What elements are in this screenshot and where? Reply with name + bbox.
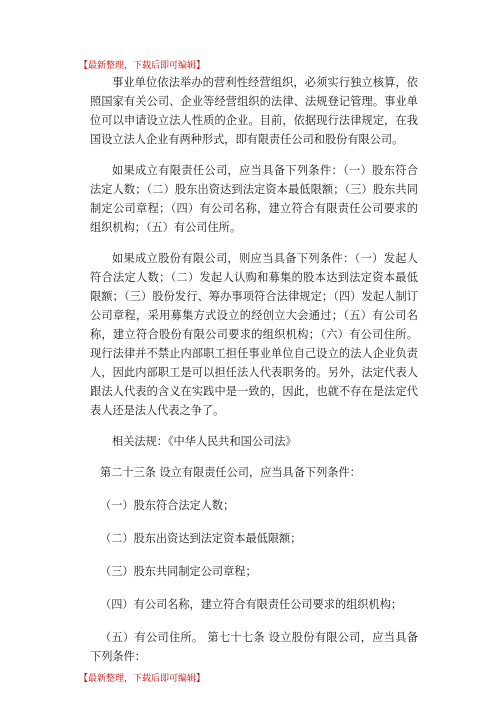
paragraph-limited-company: 如果成立有限责任公司，应当具备下列条件：（一）股东符合法定人数；（二）股东出资达到法定资本最低限额；（三）股东共同制定公司章程；（四）有公司名称，建立符合有限责任公司要求的组织机构；（五）有公司住所。 — [90, 164, 418, 234]
footer-note: 【最新整理，下载后即可编辑】 — [79, 674, 206, 684]
article-item: （五）有公司住所。 第七十七条 设立股份有限公司，应当具备下列条件： — [90, 631, 418, 663]
related-law-line: 相关法规：《中华人民共和国公司法》 — [112, 435, 297, 448]
paragraph-joint-stock-company: 如果成立股份有限公司，则应当具备下列条件：（一）发起人符合法定人数；（二）发起人认购和募集的股本达到法定资本最低限额；（三）股份发行、筹办事项符合法律规定；（四）发起人制订公司章程，采用募集方式设立的经创立大会通过；（五）有公司名称，建立符合股份有限公司要求的组织机构；（六）有公司住所。 现行法律并不禁止内部职工担任事业单位自己设立的法人企业负责人，因此内部职工是可以担任法人代表职务的。另外，法定代表人跟法人代表的含义在实践中是一致的，因此，也就不存在是法定代表人还是法人代表之争了。 — [90, 252, 418, 417]
article-23-block — [90, 463, 418, 666]
article-item: （三）股东共同制定公司章程； — [100, 565, 257, 578]
document-body — [90, 73, 418, 680]
header-note: 【最新整理，下载后即可编辑】 — [79, 61, 206, 71]
paragraph-intro: 事业单位依法举办的营利性经营组织，必须实行独立核算，依照国家有关公司、企业等经营组织的法律、法规登记管理。事业单位可以申请设立法人性质的企业。目前，依据现行法律规定，在我国设立法人企业有两种形式，即有限责任公司和股份有限公司。 — [90, 76, 418, 146]
article-item: （一）股东符合法定人数； — [100, 499, 235, 512]
article-item: （二）股东出资达到法定资本最低限额； — [100, 532, 302, 545]
article-item: （四）有公司名称，建立符合有限责任公司要求的组织机构； — [100, 598, 403, 611]
article-23-intro: 第二十三条 设立有限责任公司，应当具备下列条件： — [100, 466, 361, 479]
